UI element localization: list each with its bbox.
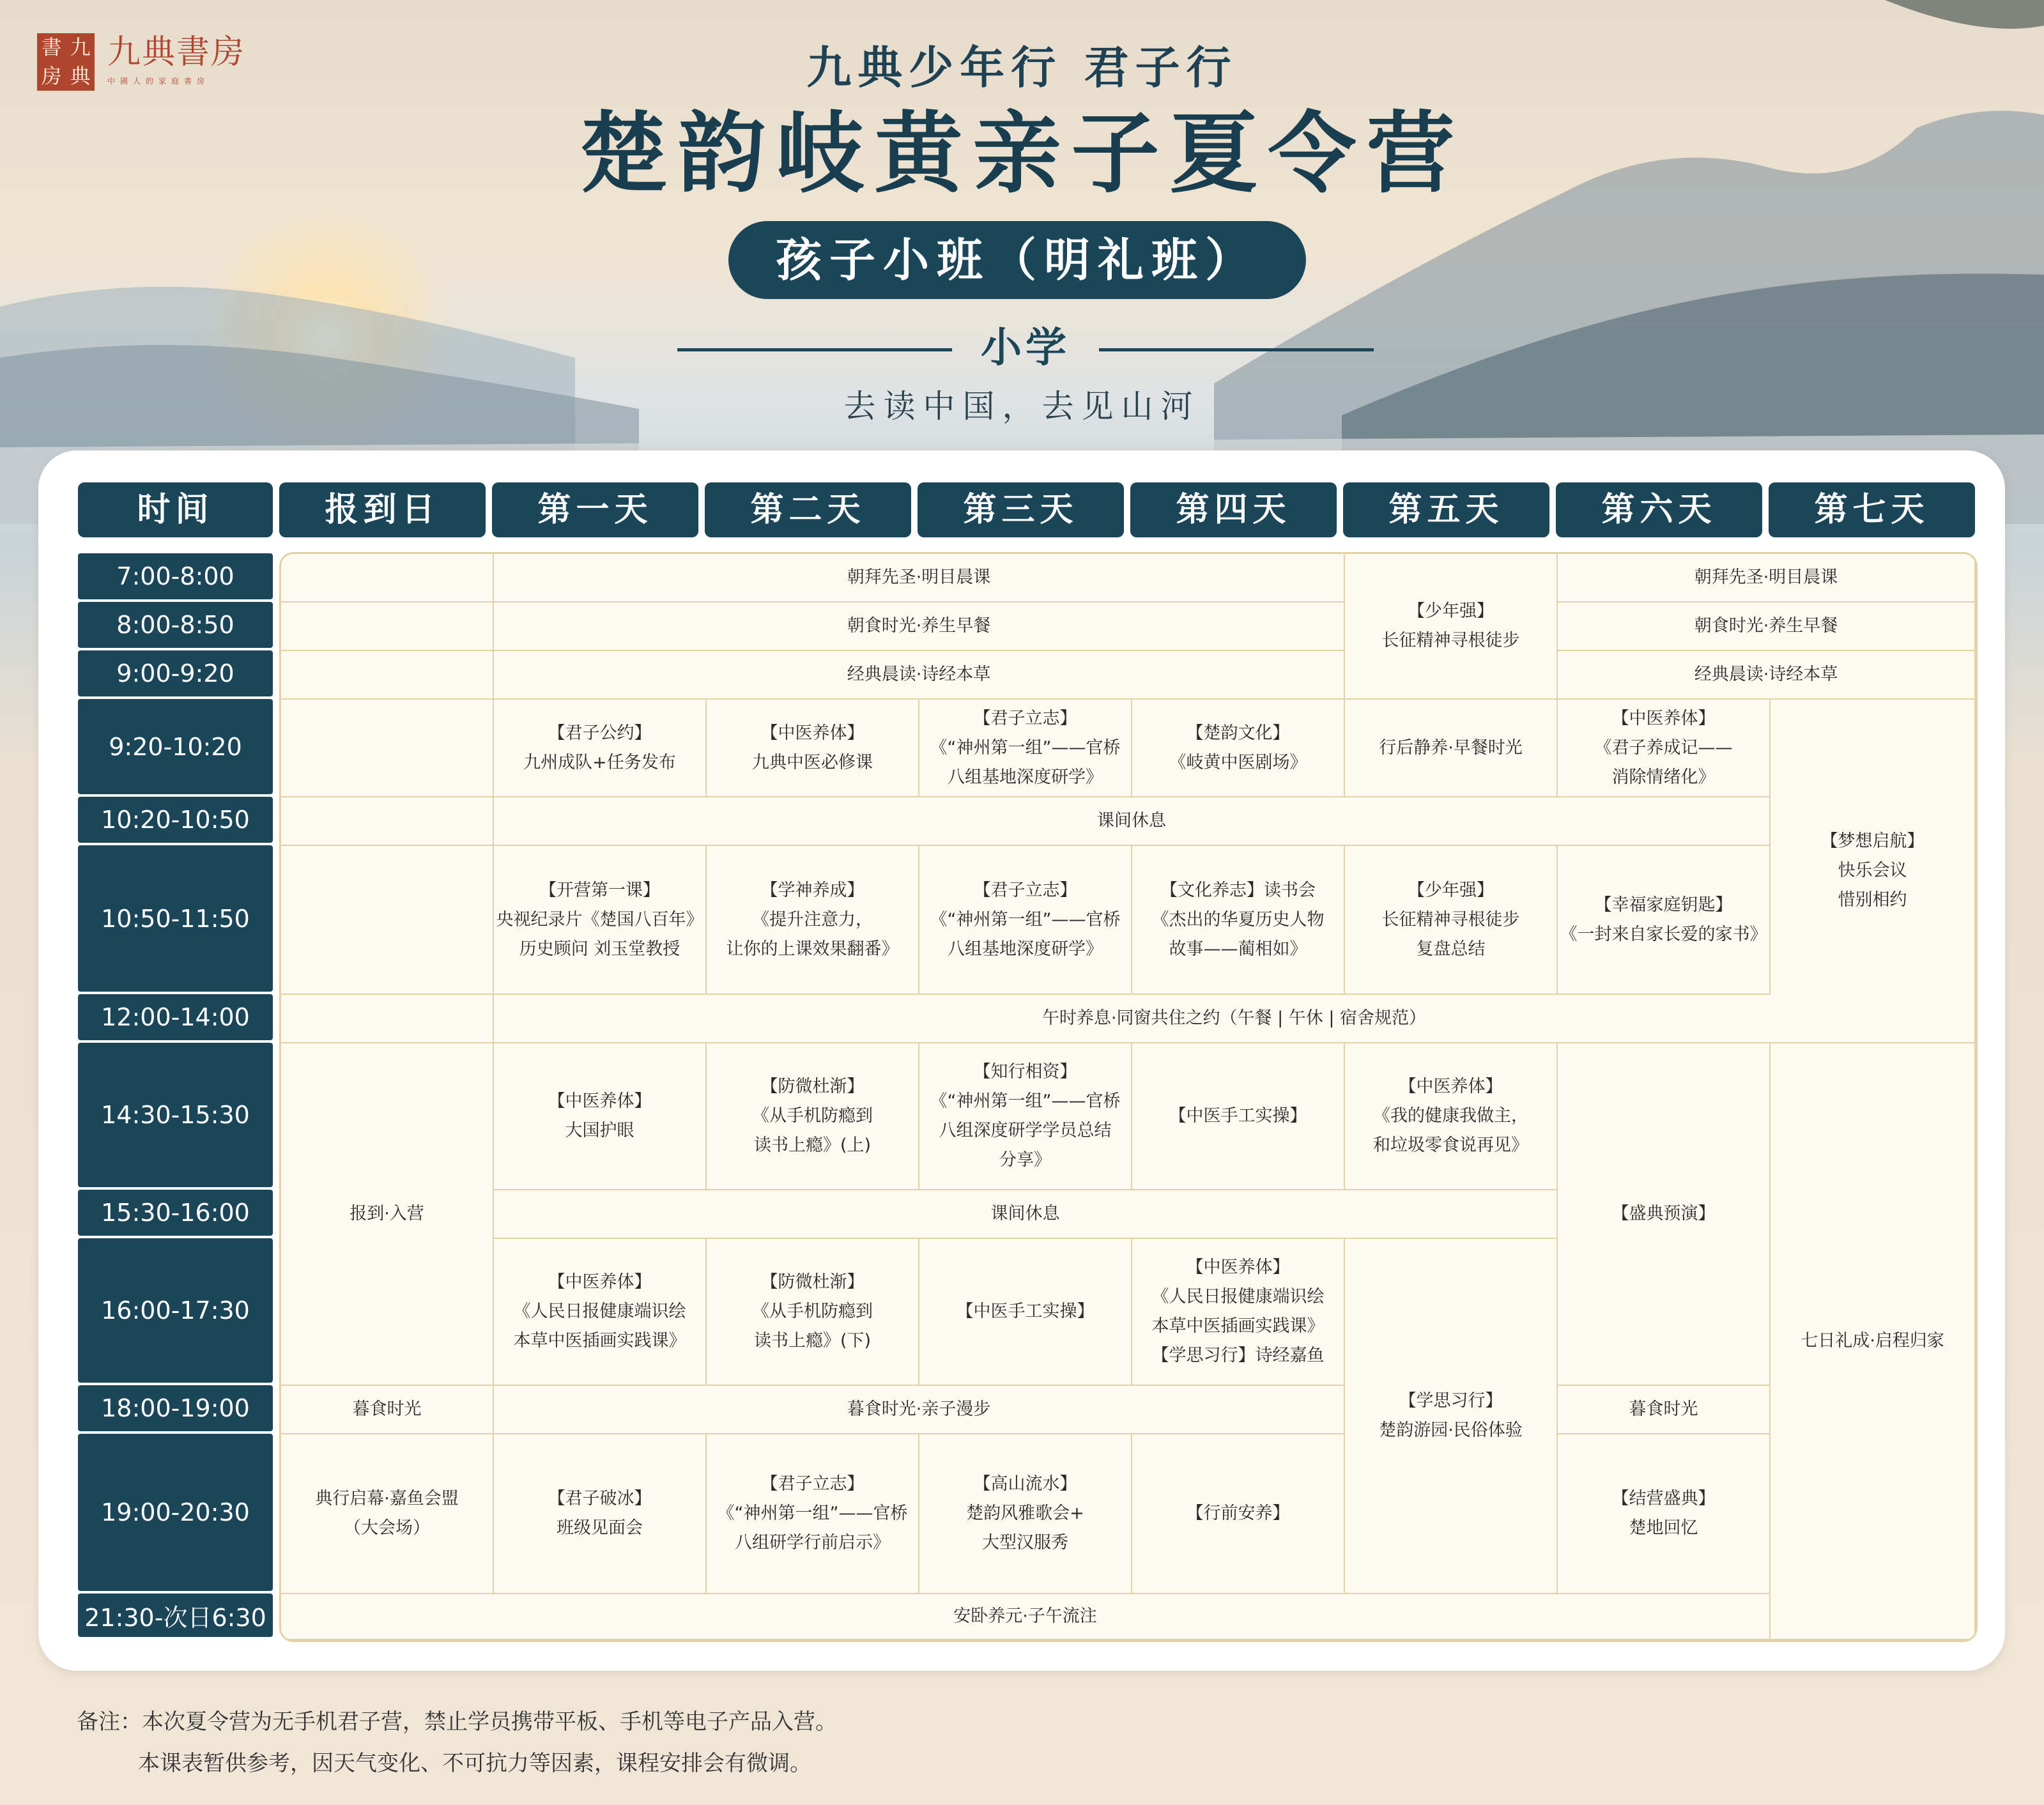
schedule-cell xyxy=(281,603,494,651)
schedule-cell xyxy=(707,700,919,797)
cell-text-line: 九州成队+任务发布 xyxy=(523,752,676,772)
cell-text-line: 【知行相资】 xyxy=(973,1062,1077,1082)
column-header-7: 第六天 xyxy=(1556,482,1762,537)
cell-text-line: 《人民日报健康端识绘 xyxy=(1151,1287,1325,1307)
cell-text-line: 《人民日报健康端识绘 xyxy=(513,1302,686,1321)
schedule-cell xyxy=(1558,846,1771,995)
note-line-1: 备注：本次夏令营为无手机君子营，禁止学员携带平板、手机等电子产品入营。 xyxy=(77,1709,837,1735)
cell-text-line: 【结营盛典】 xyxy=(1611,1489,1716,1509)
time-slot: 18:00-19:00 xyxy=(78,1385,273,1431)
schedule-cell xyxy=(707,1434,919,1594)
schedule-cell xyxy=(1132,846,1345,995)
schedule-cell xyxy=(494,700,707,797)
cell-text-line: 八组基地深度研学》 xyxy=(948,939,1103,959)
cell-text-line: 暮食时光·亲子漫步 xyxy=(847,1399,991,1419)
schedule-cell xyxy=(1558,1386,1771,1434)
schedule-cell xyxy=(494,603,1345,651)
cell-text-line: 安卧养元·子午流注 xyxy=(953,1606,1097,1626)
level-heading xyxy=(677,319,1374,377)
cell-text-line: 【防微杜渐】 xyxy=(760,1272,864,1292)
schedule-cell xyxy=(494,995,1976,1043)
cell-text-line: 经典晨读·诗经本草 xyxy=(847,664,991,684)
schedule-cell xyxy=(1558,1043,1771,1386)
time-slot: 9:00-9:20 xyxy=(78,650,273,696)
cell-text-line: 楚地回忆 xyxy=(1629,1518,1698,1538)
cell-text-line: 【中医养体】 xyxy=(1186,1257,1290,1277)
cell-text-line: 【中医养体】 xyxy=(548,1272,652,1292)
time-slot: 19:00-20:30 xyxy=(78,1434,273,1591)
schedule-cell xyxy=(1345,700,1558,797)
cell-text-line: 【梦想启航】 xyxy=(1820,831,1925,851)
schedule-cell xyxy=(1558,700,1771,797)
note-line-2: 本课表暂供参考，因天气变化、不可抗力等因素，课程安排会有微调。 xyxy=(138,1751,811,1776)
column-header-4: 第三天 xyxy=(918,482,1124,537)
cell-text-line: 【盛典预演】 xyxy=(1611,1204,1716,1224)
column-header-3: 第二天 xyxy=(705,482,911,537)
cell-text-line: 【高山流水】 xyxy=(973,1474,1077,1494)
time-slot: 12:00-14:00 xyxy=(78,994,273,1040)
cell-text-line: 【文化养志】读书会 xyxy=(1160,880,1316,900)
cell-text-line: 【中医手工实操】 xyxy=(1169,1106,1307,1126)
time-slot: 10:50-11:50 xyxy=(78,845,273,992)
cell-text-line: 【君子立志】 xyxy=(973,708,1077,728)
schedule-cell xyxy=(919,700,1132,797)
schedule-cell xyxy=(281,1043,494,1386)
schedule-cell xyxy=(281,1594,1771,1640)
cell-text-line: 本草中医插画实践课》 xyxy=(1151,1316,1325,1336)
schedule-cell xyxy=(494,1434,707,1594)
cell-text-line: 【少年强】 xyxy=(1408,880,1494,900)
schedule-cell xyxy=(1132,1434,1345,1594)
schedule-cell xyxy=(281,554,494,603)
cell-text-line: 《“神州第一组”——官桥 xyxy=(930,909,1121,930)
schedule-cell xyxy=(919,1239,1132,1386)
cell-text-line: 【君子破冰】 xyxy=(548,1489,652,1509)
cell-text-line: 【君子立志】 xyxy=(973,880,1077,900)
schedule-cell xyxy=(1558,1434,1771,1594)
cell-text-line: 经典晨读·诗经本草 xyxy=(1694,664,1838,684)
schedule-cell xyxy=(494,651,1345,700)
cell-text-line: 【中医养体】 xyxy=(1611,708,1716,728)
cell-text-line: 朝拜先圣·明目晨课 xyxy=(1694,567,1838,587)
cell-text-line: 《从手机防瘾到 xyxy=(752,1302,873,1321)
cell-text-line: 【君子公约】 xyxy=(548,723,652,743)
brand-tagline: 中國人的家庭書房 xyxy=(107,77,210,86)
schedule-cell xyxy=(494,846,707,995)
cell-text-line: 让你的上课效果翻番》 xyxy=(726,939,899,959)
cell-text-line: 九典中医必修课 xyxy=(752,752,873,772)
schedule-cell xyxy=(1132,700,1345,797)
cell-text-line: 八组基地深度研学》 xyxy=(948,767,1103,787)
cell-text-line: （大会场） xyxy=(344,1518,430,1538)
cell-text-line: 《君子养成记—— xyxy=(1594,737,1733,758)
schedule-cell xyxy=(707,846,919,995)
cell-text-line: 行后静养·早餐时光 xyxy=(1379,737,1523,758)
cell-text-line: 【少年强】 xyxy=(1408,601,1494,621)
cell-text-line: 【学思习行】诗经嘉鱼 xyxy=(1151,1346,1325,1365)
schedule-cell xyxy=(494,1386,1345,1434)
schedule-cell xyxy=(281,995,494,1043)
time-slot: 9:20-10:20 xyxy=(78,699,273,794)
cell-text-line: 典行启幕·嘉鱼会盟 xyxy=(315,1489,459,1509)
cell-text-line: 长征精神寻根徒步 xyxy=(1381,631,1520,650)
cell-text-line: 报到·入营 xyxy=(350,1204,424,1224)
cell-text-line: 《“神州第一组”——官桥 xyxy=(717,1503,908,1523)
schedule-cell xyxy=(919,1434,1132,1594)
cell-text-line: 《提升注意力， xyxy=(752,909,873,930)
cell-text-line: 读书上瘾》(下) xyxy=(753,1331,872,1351)
cell-text-line: 历史顾问 刘玉堂教授 xyxy=(519,939,680,959)
cell-text-line: 《从手机防瘾到 xyxy=(752,1106,873,1126)
cell-text-line: 楚韵风雅歌会+ xyxy=(966,1503,1084,1523)
cell-text-line: 【行前安养】 xyxy=(1186,1503,1290,1523)
time-slot: 10:20-10:50 xyxy=(78,797,273,843)
cell-text-line: 快乐会议 xyxy=(1838,861,1907,880)
time-slot: 15:30-16:00 xyxy=(78,1190,273,1236)
cell-text-line: 惜别相约 xyxy=(1838,890,1907,910)
column-header-5: 第四天 xyxy=(1130,482,1337,537)
cell-text-line: 暮食时光 xyxy=(352,1399,422,1419)
cell-text-line: 【中医养体】 xyxy=(1399,1077,1503,1096)
cell-text-line: 暮食时光 xyxy=(1629,1399,1698,1419)
cell-text-line: 【幸福家庭钥匙】 xyxy=(1594,895,1733,915)
cell-text-line: 复盘总结 xyxy=(1416,939,1486,959)
schedule-cell xyxy=(1771,700,1976,1043)
cell-text-line: 故事——蔺相如》 xyxy=(1169,939,1307,959)
brand-seal: 書 九 房 典 xyxy=(37,33,95,91)
schedule-cell xyxy=(281,846,494,995)
cell-text-line: 【学神养成】 xyxy=(760,880,864,900)
schedule-cell xyxy=(494,554,1345,603)
cell-text-line: 【中医养体】 xyxy=(548,1091,652,1111)
cell-text-line: 长征精神寻根徒步 xyxy=(1381,909,1520,930)
time-slot: 14:30-15:30 xyxy=(78,1043,273,1187)
cell-text-line: 和垃圾零食说再见》 xyxy=(1373,1135,1528,1155)
cell-text-line: 朝食时光·养生早餐 xyxy=(1694,616,1838,636)
schedule-cell xyxy=(494,1239,707,1386)
page-title: 楚韵岐黄亲子夏令营 xyxy=(579,101,1465,205)
cell-text-line: 午时养息·同窗共住之约（午餐 | 午休 | 宿舍规范） xyxy=(1041,1008,1427,1028)
cell-text-line: 大国护眼 xyxy=(565,1121,634,1141)
schedule-cell xyxy=(281,797,494,846)
cell-text-line: 【君子立志】 xyxy=(760,1474,864,1494)
schedule-cell xyxy=(281,651,494,700)
schedule-cell xyxy=(1558,651,1976,700)
column-header-8: 第七天 xyxy=(1769,482,1975,537)
cell-text-line: 央视纪录片《楚国八百年》 xyxy=(496,909,703,930)
cell-text-line: 八组研学行前启示》 xyxy=(735,1533,890,1553)
schedule-cell xyxy=(494,1190,1558,1239)
cell-text-line: 读书上瘾》(上) xyxy=(753,1135,872,1155)
schedule-cell xyxy=(707,1043,919,1190)
time-slot: 21:30-次日6:30 xyxy=(78,1594,273,1637)
schedule-cell xyxy=(1345,1043,1558,1190)
cell-text-line: 【开营第一课】 xyxy=(539,880,660,900)
cell-text-line: 分享》 xyxy=(999,1150,1051,1170)
column-header-0: 时间 xyxy=(78,482,273,537)
cell-text-line: 课间休息 xyxy=(1097,811,1166,831)
cell-text-line: 【楚韵文化】 xyxy=(1186,723,1290,743)
cell-text-line: 朝食时光·养生早餐 xyxy=(847,616,991,636)
slogan: 去读中国，去见山河 xyxy=(843,388,1201,425)
cell-text-line: 大型汉服秀 xyxy=(982,1533,1068,1553)
page-subtitle: 九典少年行 君子行 xyxy=(806,41,1238,94)
cell-text-line: 班级见面会 xyxy=(557,1518,643,1538)
column-header-2: 第一天 xyxy=(492,482,698,537)
level-label: 小学 xyxy=(981,324,1070,372)
schedule-cell xyxy=(281,700,494,797)
schedule-cell xyxy=(1345,846,1558,995)
schedule-cell xyxy=(494,797,1771,846)
schedule-cell xyxy=(1132,1239,1345,1386)
cell-text-line: 《“神州第一组”——官桥 xyxy=(930,737,1121,758)
cell-text-line: 【中医手工实操】 xyxy=(956,1302,1095,1321)
cell-text-line: 楚韵游园·民俗体验 xyxy=(1379,1420,1523,1440)
class-name-badge: 孩子小班（明礼班） xyxy=(728,221,1306,299)
column-header-1: 报到日 xyxy=(279,482,486,537)
schedule-grid xyxy=(279,552,1978,1642)
schedule-cell xyxy=(707,1239,919,1386)
cell-text-line: 八组深度研学学员总结 xyxy=(939,1121,1112,1141)
cell-text-line: 《岐黄中医剧场》 xyxy=(1169,752,1307,772)
time-slot: 16:00-17:30 xyxy=(78,1238,273,1383)
cell-text-line: 【学思习行】 xyxy=(1399,1391,1503,1411)
schedule-cell xyxy=(1345,1239,1558,1594)
cell-text-line: 课间休息 xyxy=(990,1204,1060,1224)
schedule-cell xyxy=(1771,1043,1976,1640)
brand-name: 九典書房 xyxy=(107,33,246,72)
schedule-cell xyxy=(1345,554,1558,700)
cell-text-line: 七日礼成·启程归家 xyxy=(1801,1331,1944,1351)
schedule-cell xyxy=(919,846,1132,995)
cell-text-line: 《我的健康我做主， xyxy=(1373,1106,1528,1126)
cell-text-line: 【中医养体】 xyxy=(760,723,864,743)
time-slot: 8:00-8:50 xyxy=(78,602,273,648)
schedule-cell xyxy=(1132,1043,1345,1190)
cell-text-line: 《杰出的华夏历史人物 xyxy=(1151,909,1325,930)
schedule-cell xyxy=(919,1043,1132,1190)
cell-text-line: 《一封来自家长爱的家书》 xyxy=(1560,924,1767,944)
time-slot: 7:00-8:00 xyxy=(78,553,273,599)
schedule-cell xyxy=(1558,554,1976,603)
schedule-cell xyxy=(494,1043,707,1190)
schedule-cell xyxy=(281,1434,494,1594)
cell-text-line: 《“神州第一组”——官桥 xyxy=(930,1091,1121,1111)
schedule-cell xyxy=(1558,603,1976,651)
schedule-cell xyxy=(281,1386,494,1434)
cell-text-line: 朝拜先圣·明目晨课 xyxy=(847,567,991,587)
column-header-6: 第五天 xyxy=(1343,482,1549,537)
cell-text-line: 【防微杜渐】 xyxy=(760,1077,864,1096)
cell-text-line: 消除情绪化》 xyxy=(1611,767,1716,787)
cell-text-line: 本草中医插画实践课》 xyxy=(513,1331,686,1351)
